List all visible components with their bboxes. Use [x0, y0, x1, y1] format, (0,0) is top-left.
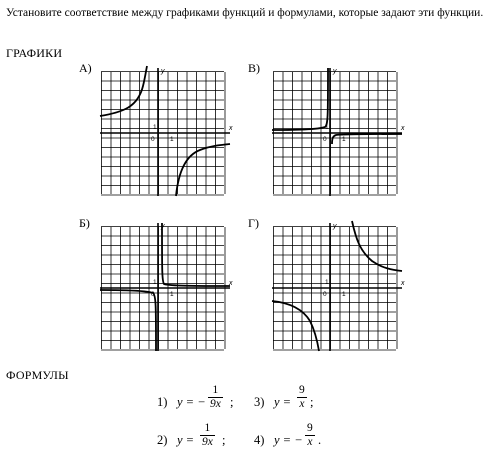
fraction-numerator: 9 — [307, 422, 313, 434]
y-axis-label: y — [161, 223, 165, 230]
x-axis-label: x — [401, 125, 405, 132]
formula-number: 3) — [254, 395, 265, 409]
y-axis-label: y — [333, 68, 337, 75]
x-axis-label: x — [229, 280, 233, 287]
unit-x-label: 1 — [342, 136, 346, 143]
unit-y-label: 1 — [153, 279, 157, 286]
graph-g — [272, 221, 407, 351]
origin-label: 0 — [323, 136, 327, 143]
y-axis-label: y — [333, 223, 337, 230]
graph-label-a: А) — [79, 61, 92, 75]
fraction-denominator: x — [299, 398, 305, 410]
hyperbola-branch-left — [100, 290, 156, 351]
formula-fraction — [200, 422, 215, 449]
fraction-denominator: 9x — [202, 436, 213, 448]
formula-number: 1) — [157, 395, 168, 409]
formulas-heading: ФОРМУЛЫ — [6, 368, 69, 382]
formula-lhs: y = — [274, 395, 292, 409]
fraction-numerator: 1 — [204, 422, 211, 434]
origin-label: 0 — [151, 136, 155, 143]
origin-label: 0 — [323, 291, 327, 298]
task-text: Установите соответствие между графиками функций и формулами, которые задают эти функции. — [6, 7, 484, 19]
fraction-denominator: x — [307, 436, 313, 448]
unit-y-label: 1 — [153, 124, 157, 131]
formula-fraction — [305, 422, 315, 449]
unit-y-label: 1 — [325, 279, 329, 286]
unit-y-label: 1 — [325, 124, 329, 131]
graph-a — [100, 66, 235, 196]
formula-lhs: y = − — [274, 433, 303, 447]
graph-label-b: Б) — [79, 216, 90, 230]
hyperbola-branch-left — [272, 301, 319, 351]
formula-punctuation: ; — [222, 433, 226, 447]
graph-b — [100, 221, 235, 351]
unit-x-label: 1 — [342, 291, 346, 298]
graph-v — [272, 66, 407, 196]
graph-label-g: Г) — [248, 216, 259, 230]
formula-lhs: y = — [177, 433, 195, 447]
y-axis-label: y — [161, 68, 165, 75]
origin-label: 0 — [151, 291, 155, 298]
formula-number: 4) — [254, 433, 265, 447]
x-axis-label: x — [229, 125, 233, 132]
formula-fraction — [297, 384, 307, 411]
x-axis-label: x — [401, 280, 405, 287]
formula-punctuation: ; — [230, 395, 234, 409]
hyperbola-branch-right — [352, 221, 402, 271]
fraction-denominator: 9x — [210, 398, 221, 410]
unit-x-label: 1 — [170, 291, 174, 298]
formula-punctuation: ; — [310, 395, 314, 409]
formula-fraction — [208, 384, 223, 411]
graphs-heading: ГРАФИКИ — [6, 46, 63, 60]
hyperbola-branch-left — [272, 68, 328, 130]
fraction-numerator: 1 — [212, 384, 219, 396]
formula-number: 2) — [157, 433, 168, 447]
hyperbola-branch-left — [100, 66, 147, 116]
formula-lhs: y = − — [177, 395, 206, 409]
formula-punctuation: . — [318, 433, 322, 447]
hyperbola-branch-right — [176, 144, 230, 196]
hyperbola-branch-right — [162, 223, 230, 286]
graph-label-v: В) — [248, 61, 260, 75]
fraction-numerator: 9 — [299, 384, 305, 396]
unit-x-label: 1 — [170, 136, 174, 143]
